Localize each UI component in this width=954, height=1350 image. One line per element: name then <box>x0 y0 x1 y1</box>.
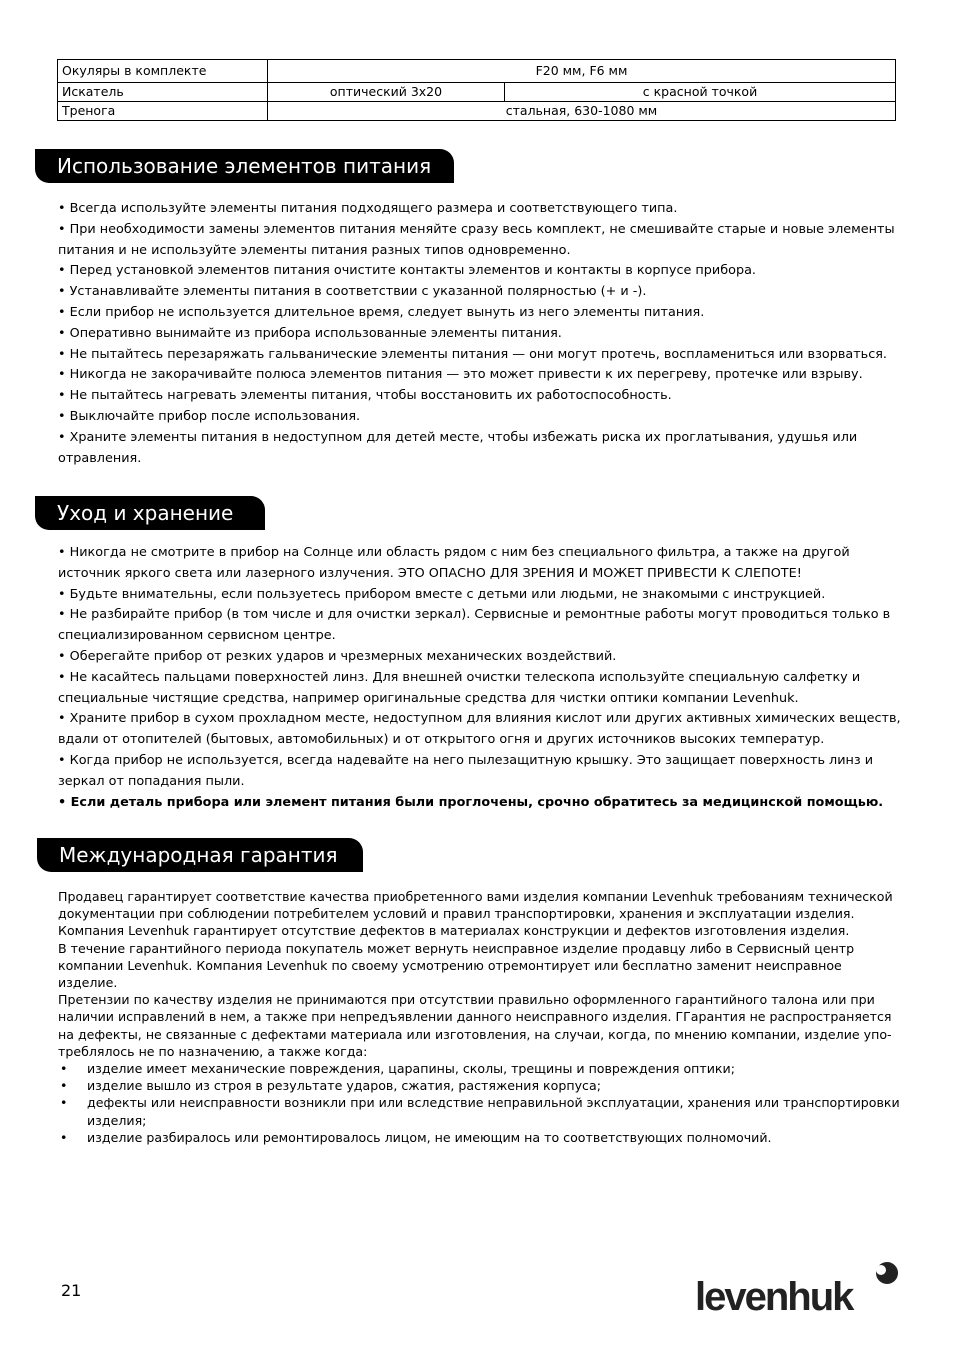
logo-moon-cutout-icon <box>876 1265 886 1275</box>
spec-row-eyepieces <box>58 60 896 83</box>
section-heading-warranty: Международная гарантия <box>37 838 363 872</box>
list-item <box>58 1060 900 1077</box>
list-item: • Не пытайтесь перезаряжать гальванические элементы питания — они могут протечь, воспламениться или взорваться. <box>58 346 888 362</box>
care-list <box>58 543 906 813</box>
list-item-text: изделие разбиралось или ремонтировалось лицом, не имеющим на то соответствующих полномочий. <box>87 1129 772 1145</box>
list-item: • Не пытайтесь нагревать элементы питания, чтобы восстановить их работоспособность. <box>58 388 672 404</box>
logo-wordmark: levenhuk <box>695 1275 853 1318</box>
warranty-text <box>58 888 900 1146</box>
list-item: • Храните элементы питания в недоступном для детей месте, чтобы избежать риска их проглатывания, удушья или отравления. <box>58 429 858 466</box>
spec-row-tripod <box>58 102 896 121</box>
list-item-text: изделие вышло из строя в результате ударов, сжатия, растяжения корпуса; <box>87 1078 601 1094</box>
bullet: • <box>60 1129 68 1145</box>
list-item: • Будьте внимательны, если пользуетесь прибором вместе с детьми или людьми, не знакомыми с инструкцией. <box>58 586 826 602</box>
bullet: • <box>60 1078 68 1094</box>
page-number: 21 <box>61 1281 82 1300</box>
list-item <box>58 1129 900 1146</box>
list-item-text: дефекты или неисправности возникли при или вследствие неправильной эксплуатации, хранения или транспортировки изделия; <box>87 1095 900 1128</box>
spec-row-finder <box>58 83 896 102</box>
spec-value: с красной точкой <box>505 83 896 102</box>
spec-value: стальная, 630-1080 мм <box>268 102 896 121</box>
list-item: • Устанавливайте элементы питания в соответствии с указанной полярностью (+ и -). <box>58 284 647 300</box>
list-item: • Если прибор не используется длительное время, следует вынуть из него элементы питания. <box>58 304 705 320</box>
list-item: • Всегда используйте элементы питания подходящего размера и соответствующего типа. <box>58 201 678 216</box>
list-item: • Никогда не закорачивайте полюса элементов питания — это может привести к их перегреву, протечке или взрыву. <box>58 367 863 383</box>
section-heading-batteries: Использование элементов питания <box>35 149 454 183</box>
bullet: • <box>60 1061 68 1077</box>
warranty-paragraph: Претензии по качеству изделия не принимаются при отсутствии правильно оформленного гарантийного талона или при наличии исправлений в нем, а также при непредъявлении данного неисправного изделия. ГГарантия не распространяется на дефекты, не связанные с дефектами материала или изготовления, на случаи, когда, по мнению компании, изделие употреблялось не по назначению, а также когда: <box>58 992 892 1059</box>
spec-label: Искатель <box>58 83 268 102</box>
spec-table <box>57 59 896 121</box>
warranty-paragraph: Продавец гарантирует соответствие качества приобретенного вами изделия компании Levenhuk требованиям технической документации при соблюдении потребителем условий и правил транспортировки, хранения и эксплуатации изделия. <box>58 889 893 922</box>
levenhuk-logo <box>695 1258 900 1318</box>
spec-value: F20 мм, F6 мм <box>268 60 896 83</box>
spec-value: оптический 3x20 <box>268 83 505 102</box>
list-item: • Не разбирайте прибор (в том числе и для очистки зеркал). Сервисные и ремонтные работы могут проводиться только в специализированном сервисном центре. <box>58 607 891 644</box>
list-item: • Когда прибор не используется, всегда надевайте на него пылезащитную крышку. Это защищает поверхность линз и зеркал от попадания пыли. <box>58 752 874 789</box>
spec-label: Окуляры в комплекте <box>58 60 268 83</box>
warranty-paragraph: Компания Levenhuk гарантирует отсутствие дефектов в материалах конструкции и дефектов изготовления изделия. <box>58 923 850 939</box>
list-item: • Перед установкой элементов питания очистите контакты элементов и контакты в корпусе прибора. <box>58 263 756 279</box>
list-item: • Не касайтесь пальцами поверхностей линз. Для внешней очистки телескопа используйте специальную салфетку и специальные чистящие средства, например оригинальные средства для чистки оптики компании Levenhuk. <box>58 669 861 706</box>
medical-warning: • Если деталь прибора или элемент питания были проглочены, срочно обратитесь за медицинской помощью. <box>58 794 884 810</box>
spec-label: Тренога <box>58 102 268 121</box>
list-item-text: изделие имеет механические повреждения, царапины, сколы, трещины и повреждения оптики; <box>87 1061 735 1077</box>
list-item: • Храните прибор в сухом прохладном месте, недоступном для влияния кислот или других активных химических веществ, вдали от отопителей (бытовых, автомобильных) и от открытого огня и других источников высоких температур. <box>58 711 901 748</box>
list-item: • Выключайте прибор после использования. <box>58 408 361 424</box>
batteries-list <box>58 199 906 469</box>
bullet: • <box>60 1095 68 1111</box>
list-item: • Никогда не смотрите в прибор на Солнце или область рядом с ним без специального фильтра, а также на другой источник яркого света или лазерного излучения. ЭТО ОПАСНО ДЛЯ ЗРЕНИЯ И МОЖЕТ ПРИВЕСТИ К СЛЕПОТЕ! <box>58 545 850 581</box>
section-heading-care: Уход и хранение <box>35 496 265 530</box>
list-item <box>58 1094 900 1128</box>
list-item <box>58 1077 900 1094</box>
list-item: • При необходимости замены элементов питания меняйте сразу весь комплект, не смешивайте старые и новые элементы питания и не используйте элементы питания разных типов одновременно. <box>58 221 895 258</box>
warranty-paragraph: В течение гарантийного периода покупатель может вернуть неисправное изделие продавцу либо в Сервисный центр компании Levenhuk. Компания Levenhuk по своему усмотрению отремонтирует или бесплатно заменит неисправное изделие. <box>58 940 855 991</box>
list-item: • Оперативно вынимайте из прибора использованные элементы питания. <box>58 325 562 341</box>
list-item: • Оберегайте прибор от резких ударов и чрезмерных механических воздействий. <box>58 648 617 664</box>
